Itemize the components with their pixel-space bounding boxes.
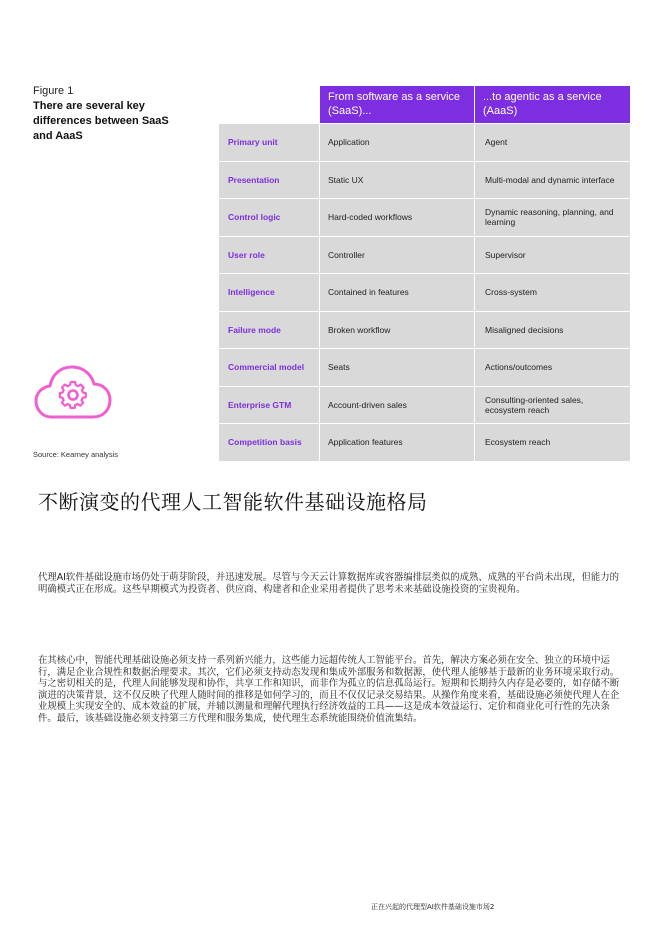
aaas-cell: Ecosystem reach <box>475 424 630 461</box>
table-row <box>219 162 630 199</box>
section-heading: 不断演变的代理人工智能软件基础设施格局 <box>38 490 428 514</box>
row-label: Intelligence <box>219 274 319 311</box>
aaas-cell: Actions/outcomes <box>475 349 630 386</box>
row-label: Control logic <box>219 199 319 236</box>
row-label: Enterprise GTM <box>219 387 319 424</box>
saas-cell: Account-driven sales <box>320 387 474 424</box>
aaas-cell: Cross-system <box>475 274 630 311</box>
aaas-cell: Agent <box>475 124 630 161</box>
header-saas: From software as a service (SaaS)... <box>320 86 474 123</box>
paragraph: 在其核心中，智能代理基础设施必须支持一系列新兴能力，这些能力远超传统人工智能平台。首先，解决方案必须在安全、独立的环境中运行，满足企业合规性和数据治理要求。其次，它们必须支持动态发现和集成外部服务和数据源，使代理人能够基于最新的业务环境采取行动。与之密切相关的是，代理人间能够发现和协作，共享工作和知识，而非作为孤立的信息孤岛运行。短期和长期持久内存是必要的，如存储不断演进的决策背景，这不仅反映了代理人随时间的推移是如何学习的，而且不仅仅记录交易结果。从操作角度来看，基础设施必须使代理人在企业规模上实现安全的、成本效益的扩展，并辅以测量和理解代理执行经济效益的工具——这是成本效益运行、定价和商业化可行性的先决条件。最后，该基础设施必须支持第三方代理和服务集成，使代理生态系统能围绕价值流集结。 <box>38 655 620 724</box>
table-row <box>219 237 630 274</box>
aaas-cell: Consulting-oriented sales, ecosystem reach <box>475 387 630 424</box>
saas-cell: Static UX <box>320 162 474 199</box>
figure-title: There are several key differences between SaaS and AaaS <box>33 100 169 142</box>
aaas-cell: Multi-modal and dynamic interface <box>475 162 630 199</box>
table-row <box>219 124 630 161</box>
row-label: Commercial model <box>219 349 319 386</box>
comparison-table <box>219 86 630 462</box>
header-blank <box>219 86 319 123</box>
table-row <box>219 424 630 461</box>
table-row <box>219 312 630 349</box>
paragraph: 代理AI软件基础设施市场仍处于萌芽阶段，并迅速发展。尽管与今天云计算数据库或容器编排层类似的成熟、成熟的平台尚未出现，但能力的明确模式正在形成。这些早期模式为投资者、供应商、构建者和企业采用者提供了思考未来基础设施投资的宝贵视角。 <box>38 572 620 595</box>
cloud-gear-icon <box>33 361 113 425</box>
row-label: Presentation <box>219 162 319 199</box>
aaas-cell: Supervisor <box>475 237 630 274</box>
table-row <box>219 387 630 424</box>
table-row <box>219 199 630 236</box>
row-label: Competition basis <box>219 424 319 461</box>
table-row <box>219 349 630 386</box>
row-label: Primary unit <box>219 124 319 161</box>
header-aaas: ...to agentic as a service (AaaS) <box>475 86 630 123</box>
table-row <box>219 274 630 311</box>
row-label: Failure mode <box>219 312 319 349</box>
aaas-cell: Dynamic reasoning, planning, and learning <box>475 199 630 236</box>
page-footer: 正在兴起的代理型AI软件基础设施市场2 <box>371 903 495 911</box>
table-header <box>219 86 630 123</box>
figure-label: Figure 1 <box>33 85 74 97</box>
row-label: User role <box>219 237 319 274</box>
saas-cell: Application features <box>320 424 474 461</box>
saas-cell: Seats <box>320 349 474 386</box>
aaas-cell: Misaligned decisions <box>475 312 630 349</box>
saas-cell: Application <box>320 124 474 161</box>
figure-source: Source: Kearney analysis <box>33 450 119 459</box>
saas-cell: Controller <box>320 237 474 274</box>
saas-cell: Broken workflow <box>320 312 474 349</box>
table-body <box>219 124 630 461</box>
saas-cell: Hard-coded workflows <box>320 199 474 236</box>
saas-cell: Contained in features <box>320 274 474 311</box>
